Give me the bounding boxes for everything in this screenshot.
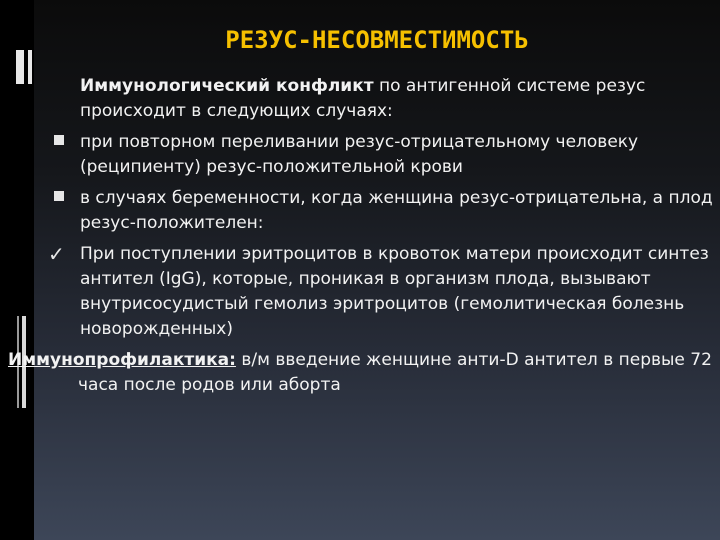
bullet-text: при повторном переливании резус-отрицательному человеку (реципиенту) резус-положительной крови [80, 132, 639, 177]
list-item [8, 242, 714, 342]
prophylaxis-text: в/м введение женщине анти-D антител в первые 72 часа после родов или аборта [78, 350, 712, 395]
list-item [8, 186, 714, 236]
square-bullet-icon [54, 191, 64, 201]
prophylaxis-bold: Иммунопрофилактика: [8, 350, 236, 370]
bullet-text: в случаях беременности, когда женщина резус-отрицательна, а плод резус-положителен: [80, 188, 713, 233]
square-bullet-icon [54, 135, 64, 145]
bullet-text: При поступлении эритроцитов в кровоток матери происходит синтез антител (IgG), которые, проникая в организм плода, вызывают внутрисосудистый гемолиз эритроцитов (гемолитическая болезнь новорожденных) [80, 244, 709, 339]
intro-text: по антигенной системе резус происходит в следующих случаях: [80, 76, 646, 121]
checkmark-icon: ✓ [48, 242, 65, 266]
intro-bold: Иммунологический конфликт [80, 76, 374, 96]
intro-paragraph [8, 74, 714, 124]
slide-title: РЕЗУС-НЕСОВМЕСТИМОСТЬ [225, 26, 529, 54]
prophylaxis-paragraph [8, 348, 714, 398]
slide-content [8, 74, 714, 404]
list-item [8, 130, 714, 180]
